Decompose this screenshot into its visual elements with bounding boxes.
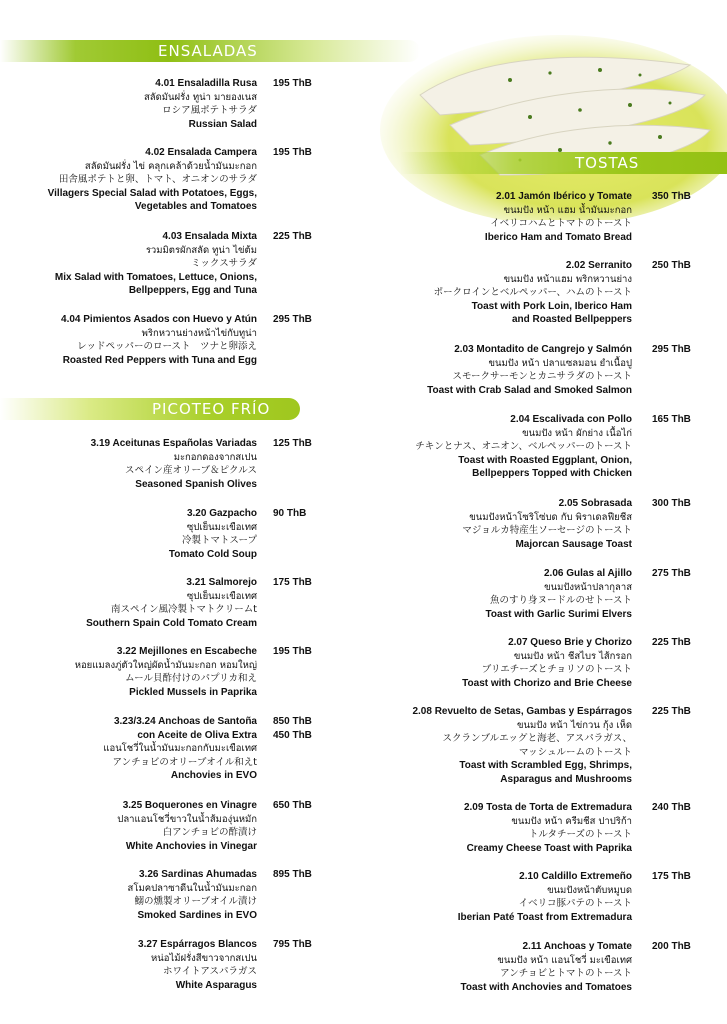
- menu-item: [464, 801, 632, 855]
- menu-item: [117, 799, 257, 853]
- item-thai: พริกหวานย่างหน้าไข่กับทูน่า: [141, 327, 257, 339]
- item-name: 2.01 Jamón Ibérico y Tomate: [496, 191, 632, 202]
- item-japanese: 田舎風ポテトと卵、トマト、オニオンのサラダ: [58, 174, 257, 185]
- item-thai: ขนมปัง หน้า ชีสไบร ไส้กรอก: [513, 650, 632, 662]
- item-name: 3.21 Salmorejo: [186, 577, 257, 588]
- item-price: 175 ThB: [652, 871, 691, 882]
- item-english: Iberian Paté Toast from Extremadura: [457, 911, 632, 923]
- item-name-line-2: con Aceite de Oliva Extra: [137, 729, 257, 741]
- item-thai: หอยแมลงภู่ตัวใหญ่ผัดน้ำมันมะกอก หอมใหญ่: [74, 659, 257, 671]
- item-name: 2.10 Caldillo Extremeño: [519, 871, 632, 882]
- item-name: 2.08 Revuelto de Setas, Gambas y Espárragos: [412, 706, 632, 717]
- item-japanese: スモークサーモンとカニサラダのトースト: [452, 371, 632, 382]
- item-price: 175 ThB: [273, 577, 312, 588]
- item-price-2: 450 ThB: [273, 730, 312, 741]
- item-name: 2.09 Tosta de Torta de Extremadura: [463, 802, 632, 813]
- item-thai: มะกอกดองจากสเปน: [173, 451, 257, 463]
- ensaladas-title: ENSALADAS: [158, 42, 258, 60]
- item-english: Villagers Special Salad with Potatoes, Eggs,: [47, 187, 257, 199]
- menu-item: [144, 77, 257, 131]
- item-name: 2.05 Sobrasada: [558, 498, 632, 509]
- item-english: White Asparagus: [175, 979, 257, 991]
- item-name: 3.25 Boquerones en Vinagre: [122, 800, 257, 811]
- item-thai: ขนมปัง หน้า ครีมชีส ปาปริก้า: [511, 815, 632, 827]
- picoteo-title: PICOTEO FRÍO: [152, 400, 271, 418]
- item-english: Toast with Scrambled Egg, Shrimps,: [459, 760, 632, 771]
- menu-item: [434, 259, 632, 327]
- item-price: 350 ThB: [652, 191, 691, 202]
- item-japanese: 南スペイン風冷製トマトクリームt: [110, 604, 257, 615]
- item-thai: ขนมปัง หน้า ไข่กวน กุ้ง เห็ด: [516, 719, 632, 731]
- item-japanese: スペイン産オリーブ＆ピクルス: [125, 465, 257, 476]
- item-japanese: アンチョビのオリーブオイル和えt: [112, 756, 257, 768]
- item-price: 240 ThB: [652, 802, 691, 813]
- item-thai: แอนโชวี่ในน้ำมันมะกอกกับมะเขือเทศ: [103, 743, 257, 754]
- menu-item: [103, 715, 257, 783]
- item-thai: ซุปเย็นมะเขือเทศ: [186, 590, 257, 602]
- menu-item: [86, 576, 257, 630]
- item-japanese: 冷製トマトスープ: [182, 535, 257, 546]
- item-thai: ปลาแอนโชวี่ขาวในน้ำส้มองุ่นหมัก: [117, 813, 257, 825]
- menu-item: [169, 507, 257, 561]
- item-price: 300 ThB: [652, 498, 691, 509]
- item-japanese: ホワイトアスパラガス: [162, 966, 257, 977]
- item-japanese: スクランブルエッグと海老、アスパラガス、: [442, 733, 632, 744]
- item-english: Anchovies in EVO: [170, 770, 257, 781]
- item-price: 225 ThB: [273, 231, 312, 242]
- item-english: Toast with Anchovies and Tomatoes: [460, 981, 632, 993]
- item-name: 3.22 Mejillones en Escabeche: [116, 646, 257, 657]
- item-english: Seasoned Spanish Olives: [135, 478, 257, 490]
- item-english: Bellpeppers Topped with Chicken: [472, 468, 632, 479]
- item-japanese: 白アンチョビの酢漬け: [162, 827, 257, 838]
- item-japanese: ブリエチーズとチョリソのトースト: [481, 664, 632, 675]
- item-price: 225 ThB: [652, 637, 691, 648]
- item-japanese: ロシア風ポテトサラダ: [162, 105, 257, 116]
- item-english: Russian Salad: [188, 118, 257, 130]
- item-japanese: レッドペッパーのロースト ツナと卵添え: [77, 341, 257, 352]
- item-price: 295 ThB: [273, 314, 312, 325]
- item-english: Toast with Garlic Surimi Elvers: [485, 608, 632, 620]
- item-name: 3.19 Aceitunas Españolas Variadas: [90, 438, 257, 449]
- item-english: Toast with Pork Loin, Iberico Ham: [471, 300, 632, 312]
- item-thai: ขนมปัง หน้า แอนโชวี่ มะเขือเทศ: [497, 954, 632, 966]
- item-thai: ขนมปังหน้าโซริโซ่บด กับ พิราเดลฟียชีส: [469, 511, 632, 523]
- item-price: 250 ThB: [652, 260, 691, 271]
- menu-item: [138, 938, 257, 992]
- menu-item: [485, 190, 632, 244]
- item-name: 4.03 Ensalada Mixta: [162, 231, 257, 242]
- item-japanese: チキンとナス、オニオン、ベルペッパーのトースト: [415, 441, 632, 452]
- picoteo-header-band: [0, 398, 300, 420]
- item-name: 3.27 Espárragos Blancos: [138, 939, 257, 950]
- item-price: 650 ThB: [273, 800, 312, 811]
- item-name: 2.06 Gulas al Ajillo: [544, 568, 632, 579]
- item-thai: ขนมปัง หน้า ปลาแซลมอน ยำเนื้อปู: [488, 357, 632, 369]
- item-thai: ขนมปังหน้าตับหมูบด: [547, 884, 632, 896]
- item-english: Toast with Crab Salad and Smoked Salmon: [427, 384, 632, 396]
- item-english: Creamy Cheese Toast with Paprika: [466, 842, 632, 854]
- item-thai: หน่อไม้ฝรั่งสีขาวจากสเปน: [151, 952, 257, 964]
- item-english: White Anchovies in Vinegar: [125, 840, 257, 852]
- item-name: 4.02 Ensalada Campera: [145, 147, 257, 158]
- item-price: 125 ThB: [273, 438, 312, 449]
- menu-item: [427, 343, 632, 397]
- tostas-title: TOSTAS: [575, 154, 640, 172]
- ensaladas-header-band: [0, 40, 420, 62]
- item-english: Bellpeppers, Egg and Tuna: [128, 285, 257, 296]
- item-price: 225 ThB: [652, 706, 691, 717]
- item-english: Roasted Red Peppers with Tuna and Egg: [62, 354, 257, 366]
- item-english: Toast with Chorizo and Brie Cheese: [462, 677, 632, 689]
- item-name: 3.23/3.24 Anchoas de Santoña: [113, 716, 257, 727]
- item-thai: ขนมปัง หน้า ผักย่าง เนื้อไก่: [522, 427, 632, 439]
- item-price: 850 ThB: [273, 716, 312, 727]
- item-price: 895 ThB: [273, 869, 312, 880]
- menu-item: [412, 705, 632, 786]
- item-name: 2.07 Queso Brie y Chorizo: [508, 637, 632, 648]
- item-thai: ขนมปัง หน้า แฮม น้ำมันมะกอก: [503, 204, 632, 216]
- item-price: 295 ThB: [652, 344, 691, 355]
- item-japanese: アンチョビとトマトのトースト: [500, 968, 632, 979]
- item-english: Smoked Sardines in EVO: [137, 909, 257, 921]
- item-english: Southern Spain Cold Tomato Cream: [86, 617, 257, 629]
- item-name: 2.11 Anchoas y Tomate: [522, 941, 632, 952]
- item-thai: ซุปเย็นมะเขือเทศ: [186, 521, 257, 533]
- item-price: 795 ThB: [273, 939, 312, 950]
- item-english: Mix Salad with Tomatoes, Lettuce, Onions,: [54, 271, 257, 283]
- item-price: 195 ThB: [273, 147, 312, 158]
- item-english: Tomato Cold Soup: [168, 548, 257, 560]
- item-english: Asparagus and Mushrooms: [500, 773, 632, 785]
- item-japanese: 魚のすり身ヌードルのせトースト: [489, 595, 632, 606]
- item-japanese: イベリコハムとトマトのトースト: [490, 218, 632, 229]
- item-english: Vegetables and Tomatoes: [134, 201, 257, 212]
- menu-item: [48, 146, 257, 214]
- item-japanese: ムール貝酢付けのパプリカ和え: [125, 673, 257, 684]
- item-thai: ขนมปังหน้าปลากุลาส: [544, 581, 632, 593]
- item-name: 4.04 Pimientos Asados con Huevo y Atún: [61, 314, 257, 325]
- menu-item: [458, 870, 632, 924]
- menu-item: [485, 567, 632, 621]
- item-japanese: ミックスサラダ: [191, 258, 257, 269]
- item-name: 2.02 Serranito: [565, 260, 632, 271]
- item-thai: สลัดมันฝรั่ง ไข่ คลุกเคล้าด้วยน้ำมันมะกอก: [84, 160, 257, 172]
- tostas-header-band: [400, 152, 727, 174]
- item-english: Majorcan Sausage Toast: [515, 538, 632, 550]
- item-price: 165 ThB: [652, 414, 691, 425]
- item-japanese: イベリコ豚パテのトースト: [518, 898, 632, 909]
- item-japanese: マジョルカ特産生ソーセージのトースト: [462, 525, 632, 536]
- item-name: 4.01 Ensaladilla Rusa: [155, 78, 257, 89]
- item-thai: รวมมิตรผักสลัด ทูน่า ไข่ต้ม: [145, 244, 257, 256]
- item-price: 275 ThB: [652, 568, 691, 579]
- item-name: 2.04 Escalivada con Pollo: [510, 414, 632, 425]
- item-thai: ขนมปัง หน้าแฮม พริกหวานย่าง: [503, 273, 632, 285]
- item-name: 3.26 Sardinas Ahumadas: [138, 869, 257, 880]
- item-japanese: ポークロインとベルペッパー、ハムのトースト: [433, 287, 632, 298]
- menu-item: [91, 437, 257, 491]
- menu-item: [55, 230, 257, 298]
- item-english: Pickled Mussels in Paprika: [129, 686, 257, 698]
- item-price: 195 ThB: [273, 646, 312, 657]
- menu-item: [415, 413, 632, 481]
- menu-item: [128, 868, 257, 922]
- item-english: and Roasted Bellpeppers: [511, 314, 632, 325]
- item-japanese: トルタチーズのトースト: [528, 829, 632, 840]
- item-price: 200 ThB: [652, 941, 691, 952]
- item-thai: สโมคปลาซาดีนในน้ำมันมะกอก: [127, 882, 257, 894]
- item-english: Iberico Ham and Tomato Bread: [484, 231, 632, 243]
- item-price: 195 ThB: [273, 78, 312, 89]
- item-name: 3.20 Gazpacho: [186, 508, 257, 519]
- item-english: Toast with Roasted Eggplant, Onion,: [458, 454, 632, 466]
- item-japanese: 鰯の燻製オリーブオイル漬け: [134, 896, 257, 907]
- item-name: 2.03 Montadito de Cangrejo y Salmón: [454, 344, 632, 355]
- item-japanese: マッシュルームのトースト: [519, 746, 632, 758]
- item-price: 90 ThB: [273, 508, 307, 519]
- menu-item: [462, 497, 632, 551]
- item-thai: สลัดมันฝรั่ง ทูน่า มายองเนส: [143, 91, 257, 103]
- menu-item: [462, 636, 632, 690]
- menu-item: [61, 313, 257, 367]
- menu-item: [75, 645, 257, 699]
- menu-item: [460, 940, 632, 994]
